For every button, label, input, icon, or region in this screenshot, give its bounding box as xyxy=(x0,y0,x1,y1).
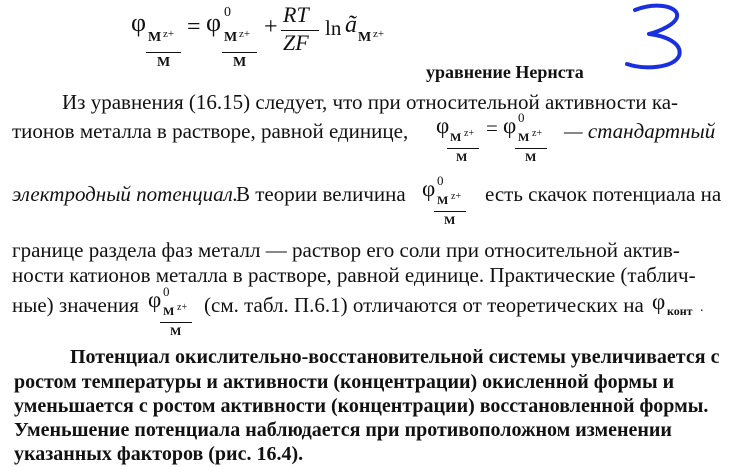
charge-superscript: z+ xyxy=(163,28,175,40)
fraction-bar-2 xyxy=(222,52,257,53)
charge-superscript-2: z+ xyxy=(239,28,251,40)
plus-sign: + xyxy=(264,14,278,40)
ln-operator: ln xyxy=(325,16,342,40)
activity-subscript: M xyxy=(358,30,372,45)
denominator-M: M xyxy=(157,55,171,70)
activity-charge: z+ xyxy=(373,28,385,40)
rt-numerator: RT xyxy=(283,2,309,27)
equation-caption: уравнение Нернста xyxy=(426,62,584,82)
zf-denominator: ZF xyxy=(283,30,309,55)
metal-subscript: M xyxy=(148,30,162,45)
standard-zero: 0 xyxy=(224,5,231,20)
handwritten-number-3 xyxy=(617,0,693,76)
phi-symbol: φ xyxy=(131,8,147,37)
equals-sign: = xyxy=(187,14,201,40)
denominator-M-2: M xyxy=(233,55,247,70)
phi0-symbol: φ xyxy=(206,8,222,37)
activity-symbol: ã xyxy=(345,12,357,38)
fraction-bar xyxy=(146,52,181,53)
metal-subscript-2: M xyxy=(224,30,238,45)
